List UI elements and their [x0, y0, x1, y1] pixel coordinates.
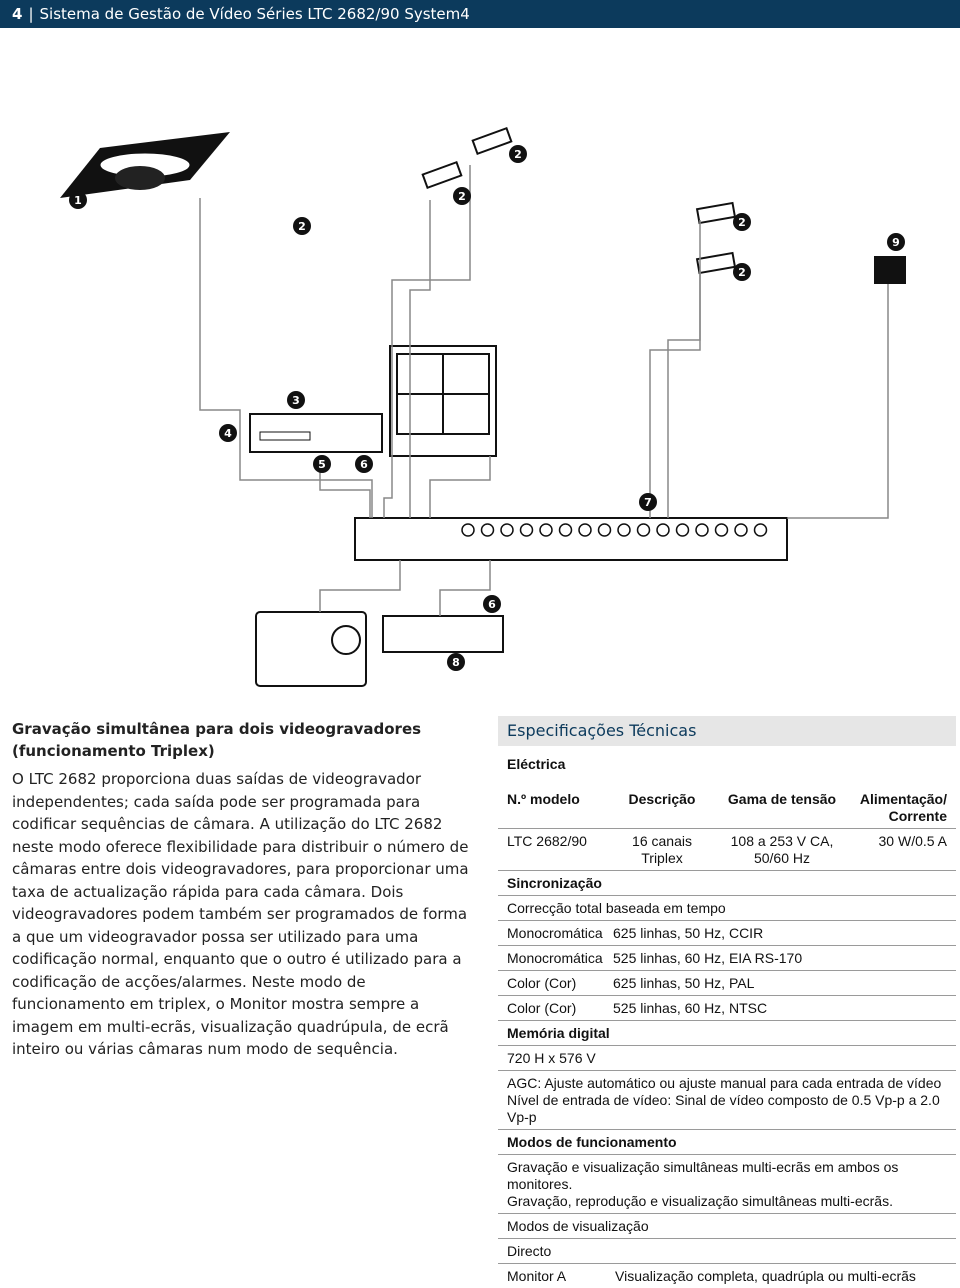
col-description: Descrição — [628, 791, 696, 807]
callout-2 — [733, 213, 751, 231]
sync-standard: Monocromática — [507, 950, 603, 966]
camera-input-port — [716, 524, 728, 536]
heading-line-1: Gravação simultânea para dois videogravadores — [12, 720, 422, 738]
sync-row — [498, 946, 956, 971]
electrical-data-row — [498, 829, 956, 871]
camera-input-port — [735, 524, 747, 536]
monitor-a-value: Visualização completa, quadrúpla ou multi-ecrãs — [615, 1268, 916, 1284]
callout-3 — [287, 391, 305, 409]
camera-input-port — [618, 524, 630, 536]
sync-value: 525 linhas, 60 Hz, NTSC — [613, 1000, 768, 1016]
sync-standard: Color (Cor) — [507, 1000, 577, 1016]
sync-value: 625 linhas, 50 Hz, CCIR — [613, 925, 764, 941]
camera-input-port — [677, 524, 689, 536]
electrical-heading: Eléctrica — [507, 756, 566, 772]
page-header — [0, 0, 960, 28]
col-model: N.º modelo — [507, 791, 580, 807]
camera-input-port — [638, 524, 650, 536]
memory-resolution: 720 H x 576 V — [498, 1046, 956, 1071]
description-column — [12, 718, 474, 1061]
sync-row — [498, 971, 956, 996]
svg-text:7: 7 — [644, 496, 652, 509]
callout-9 — [887, 233, 905, 251]
svg-text:2: 2 — [738, 216, 746, 229]
sync-standard: Monocromática — [507, 925, 603, 941]
svg-text:2: 2 — [298, 220, 306, 233]
callout-1 — [69, 191, 87, 209]
svg-text:2: 2 — [738, 266, 746, 279]
model-description: 16 canais Triplex — [632, 833, 692, 866]
header-separator: | — [28, 5, 34, 23]
svg-text:2: 2 — [514, 148, 522, 161]
sync-standard: Color (Cor) — [507, 975, 577, 991]
heading-line-2: (funcionamento Triplex) — [12, 742, 215, 760]
camera-input-port — [540, 524, 552, 536]
memory-heading: Memória digital — [498, 1021, 956, 1046]
monitor-a-row — [498, 1264, 956, 1288]
electrical-header-row — [498, 787, 956, 829]
modes-heading: Modos de funcionamento — [498, 1130, 956, 1155]
system-wiring-diagram — [0, 120, 960, 700]
callout-6 — [483, 595, 501, 613]
sync-correction: Correcção total baseada em tempo — [498, 896, 956, 921]
camera-input-port — [579, 524, 591, 536]
sync-heading: Sincronização — [498, 871, 956, 896]
svg-text:3: 3 — [292, 394, 300, 407]
callout-8 — [447, 653, 465, 671]
callout-4 — [219, 424, 237, 442]
callout-2 — [509, 145, 527, 163]
modes-text: Gravação e visualização simultâneas multi-ecrãs em ambos os monitores. Gravação, reprodução e visualização simultâneas multi-ecrãs. — [498, 1155, 956, 1214]
monitor-a-label: Monitor A — [507, 1268, 567, 1284]
camera-input-port — [599, 524, 611, 536]
callout-2 — [733, 263, 751, 281]
sync-value: 525 linhas, 60 Hz, EIA RS-170 — [613, 950, 803, 966]
camera-input-port — [521, 524, 533, 536]
camera-input-port — [560, 524, 572, 536]
camera-input-port — [501, 524, 513, 536]
camera-input-port — [482, 524, 494, 536]
callout-2 — [293, 217, 311, 235]
specs-title: Especificações Técnicas — [498, 716, 956, 746]
voltage-range: 108 a 253 V CA, 50/60 Hz — [730, 833, 834, 866]
callout-2 — [453, 187, 471, 205]
sync-row — [498, 996, 956, 1021]
svg-text:9: 9 — [892, 236, 900, 249]
camera-input-port — [696, 524, 708, 536]
body-paragraph: O LTC 2682 proporciona duas saídas de videogravador independentes; cada saída pode ser programada para codificar sequências de câmara. A utilização do LTC 2682 neste modo oferece flexibilidade para distribuir o número de câmaras entre dois videogravadores, para proporcionar uma taxa de actualização rápida para cada câmara. Dois videogravadores podem também ser programados de forma a que um videogravador possa ser utilizado para uma codificação normal, enquanto que o outro é utilizado para a codificação de acções/alarmes. Neste modo de funcionamento em triplex, o Monitor mostra sempre a imagem em multi-ecrãs, visualização quadrúpula, de ecrã inteiro ou várias câmaras num modo de sequência. — [12, 770, 469, 1058]
specs-table — [498, 716, 956, 1288]
document-title: Sistema de Gestão de Vídeo Séries LTC 2682/90 System4 — [39, 5, 470, 23]
agc-text: AGC: Ajuste automático ou ajuste manual para cada entrada de vídeo Nível de entrada de vídeo: Sinal de vídeo composto de 0.5 Vp-p a 2.0 Vp-p — [498, 1071, 956, 1130]
callout-5 — [313, 455, 331, 473]
sync-row — [498, 921, 956, 946]
sync-value: 625 linhas, 50 Hz, PAL — [613, 975, 755, 991]
callout-7 — [639, 493, 657, 511]
camera-input-port — [755, 524, 767, 536]
svg-text:6: 6 — [360, 458, 368, 471]
col-power: Alimentação/ Corrente — [859, 791, 947, 824]
svg-text:8: 8 — [452, 656, 460, 669]
direct-label: Directo — [498, 1239, 956, 1264]
model-number: LTC 2682/90 — [507, 833, 587, 849]
camera-input-port — [657, 524, 669, 536]
view-modes-heading: Modos de visualização — [498, 1214, 956, 1239]
svg-text:2: 2 — [458, 190, 466, 203]
svg-text:6: 6 — [488, 598, 496, 611]
camera-input-port — [462, 524, 474, 536]
callout-6 — [355, 455, 373, 473]
col-range: Gama de tensão — [727, 791, 837, 807]
svg-text:5: 5 — [318, 458, 326, 471]
svg-text:4: 4 — [224, 427, 232, 440]
section-heading — [12, 718, 474, 762]
page-number: 4 — [12, 5, 23, 23]
svg-text:1: 1 — [74, 194, 82, 207]
power-value: 30 W/0.5 A — [878, 833, 947, 849]
